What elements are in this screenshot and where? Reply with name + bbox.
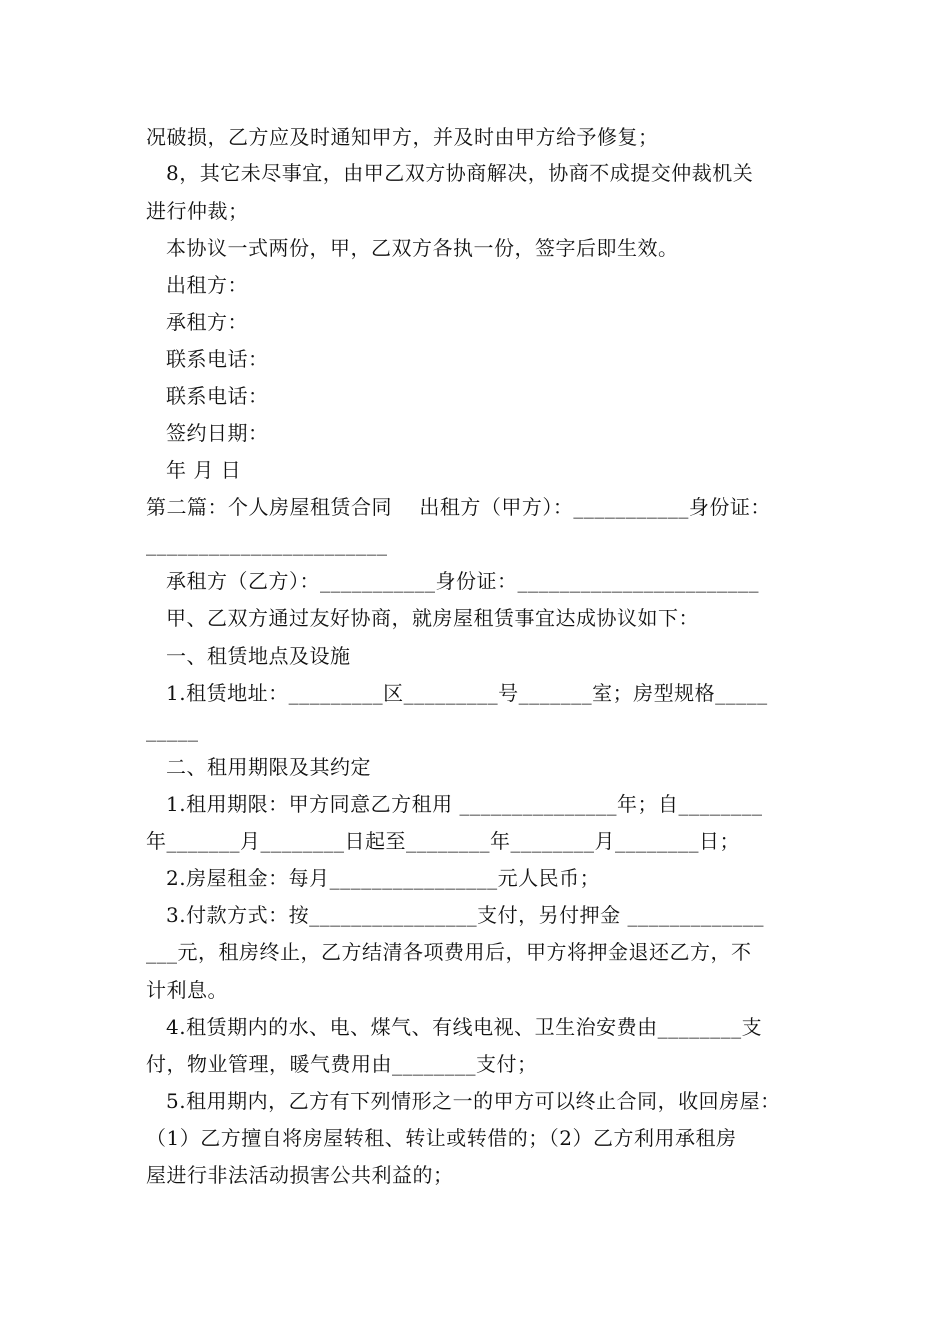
text-line: 1.租赁地址：_________区_________号_______室；房型规格_____ xyxy=(166,681,768,705)
sign-date-label: 签约日期： xyxy=(166,421,269,445)
text-line: 计利息。 xyxy=(146,978,228,1002)
clause-heading: 一、租赁地点及设施 xyxy=(166,644,351,668)
text-line: 1.租用期限：甲方同意乙方租用 _______________年；自________ xyxy=(166,792,763,816)
text-line: 付，物业管理，暖气费用由________支付； xyxy=(146,1052,538,1076)
text-line: 年_______月________日起至________年________月________日； xyxy=(146,829,740,853)
text-line: 2.房屋租金：每月________________元人民币； xyxy=(166,866,601,890)
signature-label-lessee: 承租方： xyxy=(166,310,248,334)
clause-heading: 二、租用期限及其约定 xyxy=(166,755,371,779)
text-line: （1）乙方擅自将房屋转租、转让或转借的；（2）乙方利用承租房 xyxy=(146,1126,737,1150)
text-line: 况破损，乙方应及时通知甲方，并及时由甲方给予修复； xyxy=(146,125,659,149)
section-title: 第二篇：个人房屋租赁合同 出租方（甲方）：___________身份证： xyxy=(146,495,771,519)
text-line: _____ xyxy=(146,718,199,742)
text-line: ___元，租房终止，乙方结清各项费用后，甲方将押金退还乙方，不 xyxy=(146,940,752,964)
signature-label-lessor: 出租方： xyxy=(166,273,248,297)
text-line: _______________________ xyxy=(146,532,388,556)
phone-label: 联系电话： xyxy=(166,384,269,408)
text-line: 3.付款方式：按________________支付，另付押金 _____________ xyxy=(166,903,764,927)
date-line: 年 月 日 xyxy=(166,458,242,482)
text-line: 屋进行非法活动损害公共利益的； xyxy=(146,1163,454,1187)
text-line: 承租方（乙方）：___________身份证：_______________________ xyxy=(166,569,759,593)
text-line: 4.租赁期内的水、电、煤气、有线电视、卫生治安费由________支 xyxy=(166,1015,763,1039)
text-line: 8，其它未尽事宜，由甲乙双方协商解决，协商不成提交仲裁机关 xyxy=(166,161,754,185)
text-line: 本协议一式两份，甲，乙双方各执一份，签字后即生效。 xyxy=(166,236,679,260)
text-line: 进行仲裁； xyxy=(146,199,249,223)
text-line: 5.租用期内，乙方有下列情形之一的甲方可以终止合同，收回房屋： xyxy=(166,1089,781,1113)
phone-label: 联系电话： xyxy=(166,347,269,371)
text-line: 甲、乙双方通过友好协商，就房屋租赁事宜达成协议如下： xyxy=(166,606,699,630)
